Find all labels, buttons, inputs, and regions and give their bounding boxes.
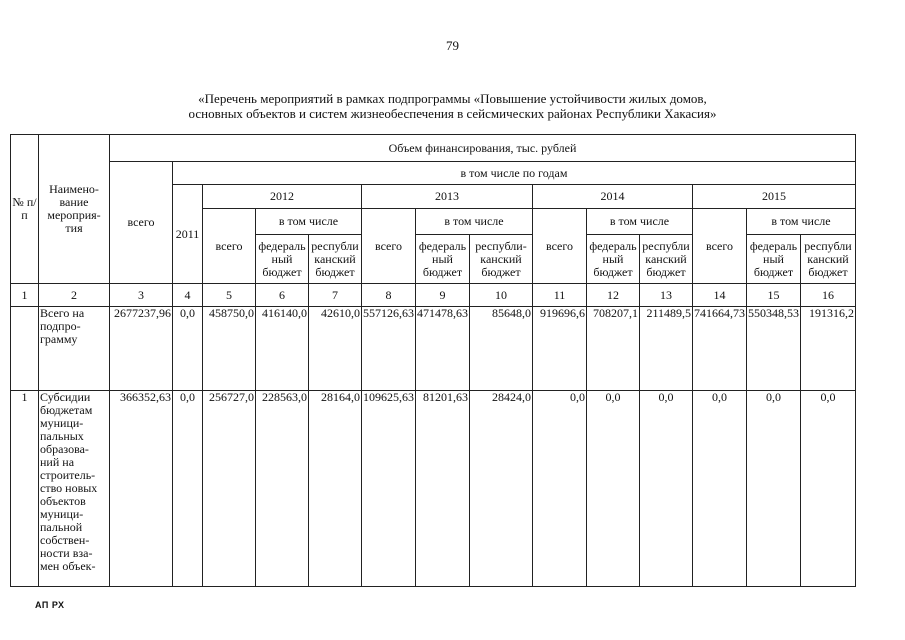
page-number: 79: [446, 38, 459, 53]
header-year-2012: 2012: [203, 185, 362, 209]
header-2012-total: всего: [203, 209, 256, 284]
header-2012-federal: федераль ный бюджет: [256, 235, 309, 284]
row-value: 416140,0: [256, 307, 309, 391]
row-value: 191316,2: [801, 307, 856, 391]
column-number: 11: [533, 284, 587, 307]
column-number: 13: [640, 284, 693, 307]
column-number: 7: [309, 284, 362, 307]
column-numbers-row: [11, 284, 856, 307]
row-value: 211489,5: [640, 307, 693, 391]
header-2015-incl: в том числе: [747, 209, 856, 235]
column-number: 3: [110, 284, 173, 307]
financing-table: [10, 134, 856, 587]
column-number: 2: [39, 284, 110, 307]
header-2014-republic: республи канский бюджет: [640, 235, 693, 284]
column-number: 16: [801, 284, 856, 307]
header-year-2014: 2014: [533, 185, 693, 209]
row-value: 85648,0: [470, 307, 533, 391]
row-value: 708207,1: [587, 307, 640, 391]
column-number: 10: [470, 284, 533, 307]
header-2012-republic: республи канский бюджет: [309, 235, 362, 284]
row-value: 256727,0: [203, 391, 256, 587]
row-num: [11, 307, 39, 391]
row-value: 458750,0: [203, 307, 256, 391]
column-number: 1: [11, 284, 39, 307]
header-year-2011: 2011: [173, 185, 203, 284]
row-value: 0,0: [587, 391, 640, 587]
column-number: 6: [256, 284, 309, 307]
row-value: 741664,73: [693, 307, 747, 391]
row-value: 0,0: [801, 391, 856, 587]
header-num: № п/п: [11, 135, 39, 284]
header-by-years: в том числе по годам: [173, 162, 856, 185]
footer-mark: АП РХ: [35, 600, 65, 610]
row-value: 42610,0: [309, 307, 362, 391]
row-value: 550348,53: [747, 307, 801, 391]
row-value: 0,0: [640, 391, 693, 587]
row-value: 0,0: [693, 391, 747, 587]
row-value: 919696,6: [533, 307, 587, 391]
header-2013-incl: в том числе: [416, 209, 533, 235]
column-number: 4: [173, 284, 203, 307]
header-total: всего: [110, 162, 173, 284]
row-name: Всего на подпро- грамму: [39, 307, 110, 391]
column-number: 5: [203, 284, 256, 307]
row-value: 109625,63: [362, 391, 416, 587]
column-number: 9: [416, 284, 470, 307]
row-value: 0,0: [173, 307, 203, 391]
column-number: 12: [587, 284, 640, 307]
header-name: Наимено- вание мероприя- тия: [39, 135, 110, 284]
row-value: 28424,0: [470, 391, 533, 587]
row-value: 471478,63: [416, 307, 470, 391]
row-value: 28164,0: [309, 391, 362, 587]
header-year-2015: 2015: [693, 185, 856, 209]
row-value: 2677237,96: [110, 307, 173, 391]
header-year-2013: 2013: [362, 185, 533, 209]
header-2015-total: всего: [693, 209, 747, 284]
column-number: 8: [362, 284, 416, 307]
header-2015-republic: республи канский бюджет: [801, 235, 856, 284]
row-value: 0,0: [533, 391, 587, 587]
table-row-1: [11, 391, 856, 587]
row-value: 0,0: [747, 391, 801, 587]
title-line-2: основных объектов и систем жизнеобеспечения в сейсмических районах Республики Хакасия»: [188, 106, 717, 121]
row-value: 81201,63: [416, 391, 470, 587]
row-value: 557126,63: [362, 307, 416, 391]
document-title: [0, 91, 905, 121]
header-financing: Объем финансирования, тыс. рублей: [110, 135, 856, 162]
header-2013-republic: республи-канский бюджет: [470, 235, 533, 284]
header-2014-federal: федераль ный бюджет: [587, 235, 640, 284]
header-2013-federal: федераль ный бюджет: [416, 235, 470, 284]
header-2012-incl: в том числе: [256, 209, 362, 235]
table-row-total: [11, 307, 856, 391]
column-number: 14: [693, 284, 747, 307]
row-value: 0,0: [173, 391, 203, 587]
header-2013-total: всего: [362, 209, 416, 284]
row-num: 1: [11, 391, 39, 587]
row-value: 366352,63: [110, 391, 173, 587]
title-line-1: «Перечень мероприятий в рамках подпрограммы «Повышение устойчивости жилых домов,: [198, 91, 707, 106]
header-2014-incl: в том числе: [587, 209, 693, 235]
row-name: Субсидии бюджетам муници- пальных образова- ний на строитель- ство новых объектов муници- пальной собствен- ности вза- мен объек-: [39, 391, 110, 587]
header-2015-federal: федераль ный бюджет: [747, 235, 801, 284]
column-number: 15: [747, 284, 801, 307]
header-2014-total: всего: [533, 209, 587, 284]
row-value: 228563,0: [256, 391, 309, 587]
